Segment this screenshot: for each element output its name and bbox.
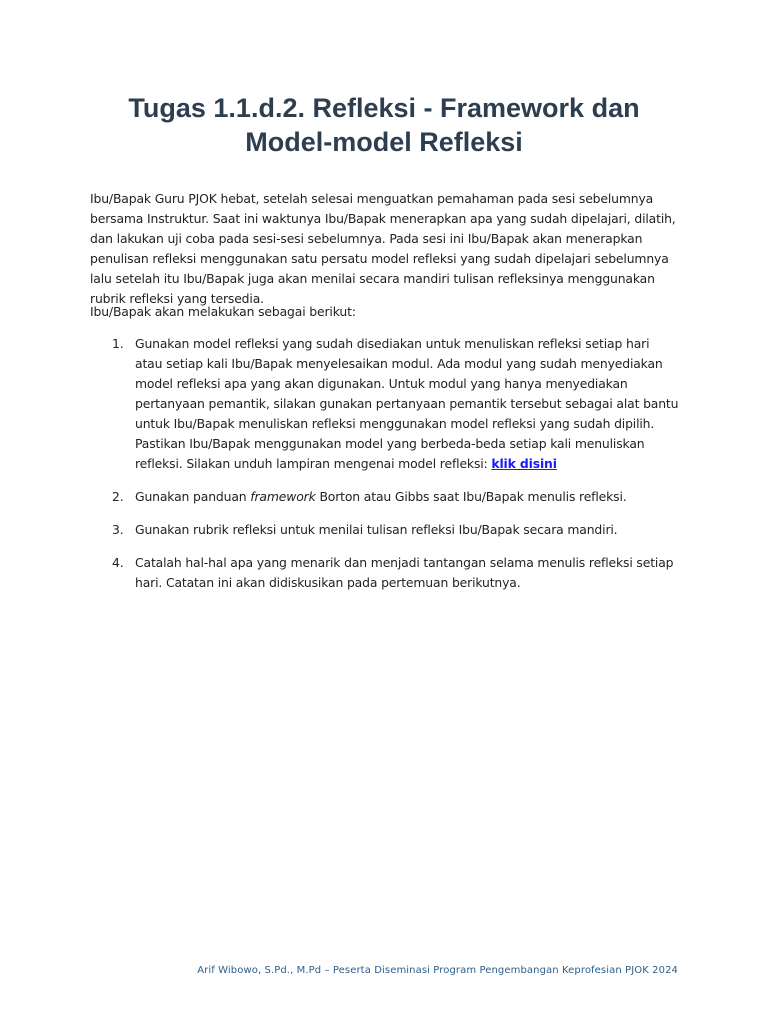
list-item-text: Catalah hal-hal apa yang menarik dan menjadi tantangan selama menulis refleksi setiap hari. Catatan ini akan didiskusikan pada pertemuan berikutnya.: [135, 555, 674, 590]
page-footer: Arif Wibowo, S.Pd., M.Pd – Peserta Diseminasi Program Pengembangan Keprofesian PJOK 2024: [197, 965, 678, 976]
list-item: [90, 520, 680, 540]
title-line-1: Tugas 1.1.d.2. Refleksi - Framework dan: [128, 93, 640, 123]
list-number: 2.: [112, 489, 124, 504]
lead-paragraph: Ibu/Bapak akan melakukan sebagai berikut:: [90, 304, 356, 319]
list-item: [90, 487, 680, 507]
list-item: [90, 553, 680, 593]
list-number: 1.: [112, 336, 124, 351]
list-item-italic-term: framework: [250, 489, 316, 504]
list-item-text-after: Borton atau Gibbs saat Ibu/Bapak menulis refleksi.: [315, 489, 627, 504]
document-title: [90, 91, 678, 159]
list-item-text: Gunakan model refleksi yang sudah disediakan untuk menuliskan refleksi setiap hari atau setiap kali Ibu/Bapak menyelesaikan modul. Ada modul yang sudah menyediakan model refleksi apa yang akan digunakan. Untuk modul yang hanya menyediakan pertanyaan pemantik, silakan gunakan pertanyaan pemantik tersebut sebagai alat bantu untuk Ibu/Bapak menuliskan refleksi menggunakan model refleksi yang sudah dipilih. Pastikan Ibu/Bapak menggunakan model yang berbeda-beda setiap kali menuliskan refleksi. Silakan unduh lampiran mengenai model refleksi:: [135, 336, 679, 471]
list-item-text: Gunakan rubrik refleksi untuk menilai tulisan refleksi Ibu/Bapak secara mandiri.: [135, 522, 618, 537]
list-item: [90, 334, 680, 474]
title-line-2: Model-model Refleksi: [245, 127, 523, 157]
download-link[interactable]: klik disini: [491, 456, 557, 471]
list-item-text-before: Gunakan panduan: [135, 489, 251, 504]
list-number: 4.: [112, 555, 124, 570]
steps-list: [90, 334, 680, 606]
intro-paragraph: Ibu/Bapak Guru PJOK hebat, setelah selesai menguatkan pemahaman pada sesi sebelumnya bersama Instruktur. Saat ini waktunya Ibu/Bapak menerapkan apa yang sudah dipelajari, dilatih, dan lakukan uji coba pada sesi-sesi sebelumnya. Pada sesi ini Ibu/Bapak akan menerapkan penulisan refleksi menggunakan satu persatu model refleksi yang sudah dipelajari sebelumnya lalu setelah itu Ibu/Bapak juga akan menilai secara mandiri tulisan refleksinya menggunakan rubrik refleksi yang tersedia.: [90, 191, 676, 306]
list-number: 3.: [112, 522, 124, 537]
